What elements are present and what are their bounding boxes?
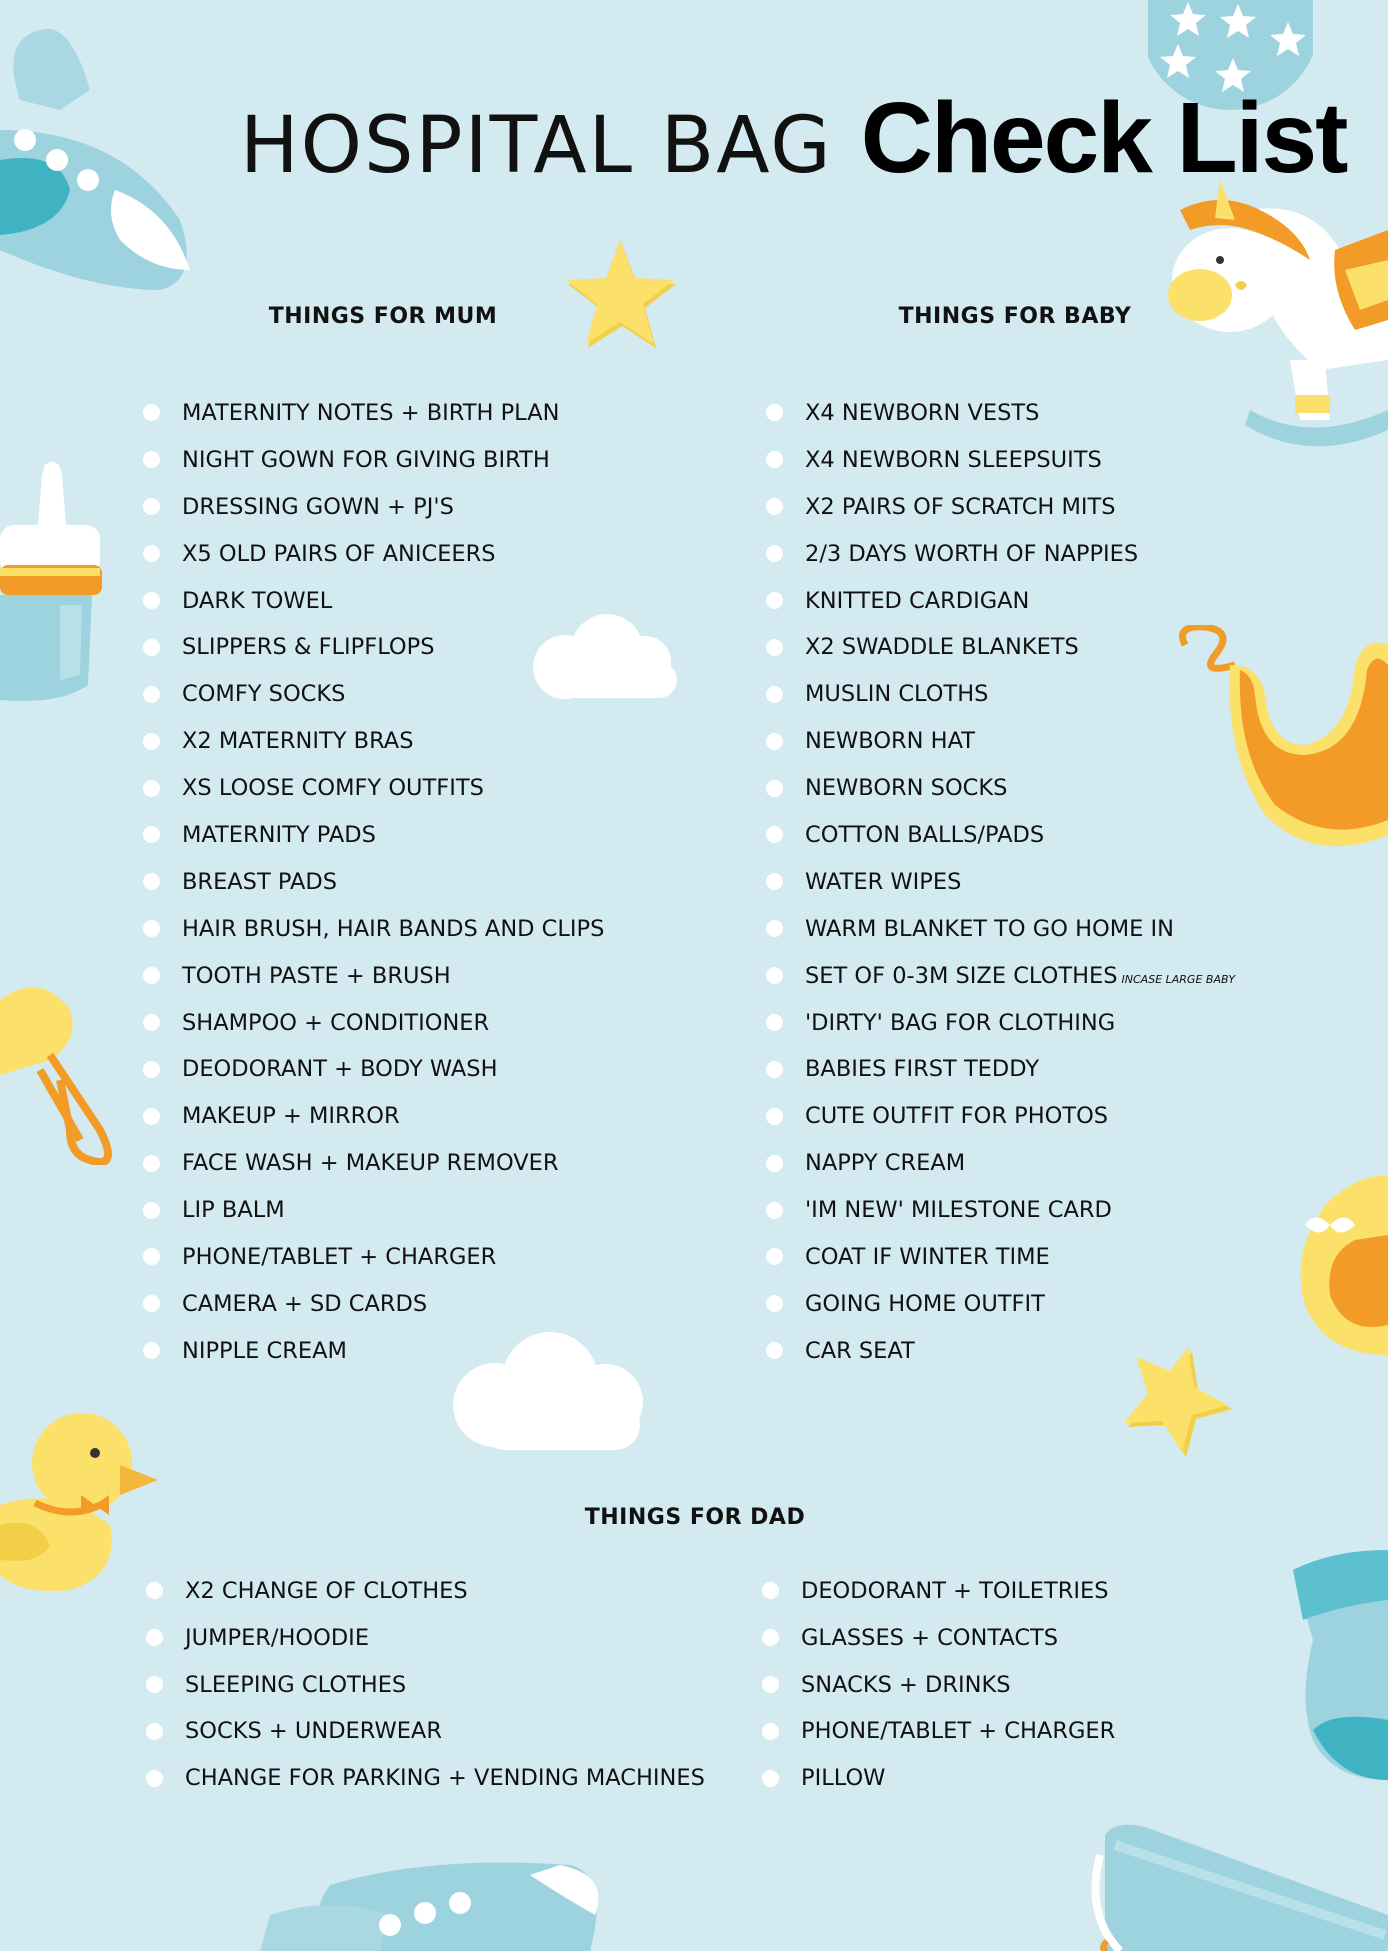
list-item xyxy=(143,484,604,531)
bullet-icon xyxy=(766,686,783,703)
list-item-label: 2/3 DAYS WORTH OF NAPPIES xyxy=(805,540,1139,567)
bullet-icon xyxy=(143,1108,160,1125)
bullet-icon xyxy=(766,780,783,797)
list-item-label: WARM BLANKET TO GO HOME IN xyxy=(805,915,1174,942)
bullet-icon xyxy=(146,1676,163,1693)
list-item xyxy=(766,1187,1235,1234)
bullet-icon xyxy=(766,1295,783,1312)
bullet-icon xyxy=(143,1014,160,1031)
list-item xyxy=(766,953,1235,1000)
bullet-icon xyxy=(766,1061,783,1078)
list-item-label: CHANGE FOR PARKING + VENDING MACHINES xyxy=(185,1765,705,1792)
list-item-label: 'DIRTY' BAG FOR CLOTHING xyxy=(805,1009,1116,1036)
list-item-label: NIGHT GOWN FOR GIVING BIRTH xyxy=(182,446,550,473)
list-item xyxy=(766,578,1235,625)
list-item xyxy=(143,390,604,437)
bullet-icon xyxy=(766,1108,783,1125)
list-item-label: SLEEPING CLOTHES xyxy=(185,1671,407,1698)
list-item-label: SNACKS + DRINKS xyxy=(801,1671,1011,1698)
list-item-label: MATERNITY NOTES + BIRTH PLAN xyxy=(182,400,560,426)
bullet-icon xyxy=(766,639,783,656)
list-item-label: JUMPER/HOODIE xyxy=(185,1624,370,1651)
bullet-icon xyxy=(766,545,783,562)
bullet-icon xyxy=(143,592,160,609)
list-item xyxy=(766,531,1235,578)
bullet-icon xyxy=(766,451,783,468)
list-item xyxy=(766,906,1235,953)
list-item-label: X2 CHANGE OF CLOTHES xyxy=(185,1578,468,1604)
list-item-label: X4 NEWBORN SLEEPSUITS xyxy=(805,446,1102,473)
list-item xyxy=(143,859,604,906)
list-item xyxy=(146,1568,705,1615)
list-item xyxy=(143,578,604,625)
title-part-hospital-bag: HOSPITAL BAG xyxy=(240,101,833,191)
title-part-check-list: Check List xyxy=(860,82,1347,194)
rubber-duck-icon xyxy=(0,1405,160,1595)
bullet-icon xyxy=(143,1295,160,1312)
list-item-label: DRESSING GOWN + PJ'S xyxy=(182,493,454,520)
list-item xyxy=(146,1755,705,1802)
list-item-label: 'IM NEW' MILESTONE CARD xyxy=(805,1197,1112,1224)
mum-checklist xyxy=(143,390,604,1375)
bullet-icon xyxy=(143,1248,160,1265)
list-item-label: MAKEUP + MIRROR xyxy=(182,1103,400,1130)
list-item xyxy=(143,1187,604,1234)
sock-icon xyxy=(1293,1550,1388,1780)
bullet-icon xyxy=(146,1629,163,1646)
list-item xyxy=(143,906,604,953)
list-item-label: COMFY SOCKS xyxy=(182,681,346,708)
list-item-label: NIPPLE CREAM xyxy=(182,1337,347,1364)
list-item xyxy=(766,1093,1235,1140)
list-item-label: CAMERA + SD CARDS xyxy=(182,1290,428,1317)
bullet-icon xyxy=(143,1342,160,1359)
bullet-icon xyxy=(143,451,160,468)
bullet-icon xyxy=(143,686,160,703)
bullet-icon xyxy=(766,873,783,890)
bullet-icon xyxy=(762,1629,779,1646)
list-item xyxy=(762,1662,1115,1709)
bullet-icon xyxy=(766,1202,783,1219)
bullet-icon xyxy=(762,1770,779,1787)
list-item xyxy=(766,765,1235,812)
list-item xyxy=(766,1140,1235,1187)
list-item xyxy=(762,1708,1115,1755)
list-item xyxy=(143,1281,604,1328)
list-item-label: PHONE/TABLET + CHARGER xyxy=(182,1244,497,1271)
list-item-label: WATER WIPES xyxy=(805,868,962,895)
bullet-icon xyxy=(766,920,783,937)
bullet-icon xyxy=(143,1155,160,1172)
bullet-icon xyxy=(762,1676,779,1693)
airplane-icon xyxy=(230,1855,610,1951)
dad-checklist-left xyxy=(146,1568,705,1802)
list-item-label: DEODORANT + TOILETRIES xyxy=(801,1578,1109,1604)
list-item xyxy=(146,1615,705,1662)
list-item xyxy=(766,1281,1235,1328)
baby-heading: THINGS FOR BABY xyxy=(898,304,1132,329)
list-item xyxy=(762,1615,1115,1662)
list-item xyxy=(143,531,604,578)
baby-bottle-icon xyxy=(0,455,110,705)
bullet-icon xyxy=(146,1770,163,1787)
list-item xyxy=(766,1234,1235,1281)
list-item-label: HAIR BRUSH, HAIR BANDS AND CLIPS xyxy=(182,915,605,942)
bullet-icon xyxy=(146,1723,163,1740)
airplane-icon xyxy=(0,20,200,290)
list-item-label: NEWBORN SOCKS xyxy=(805,775,1008,802)
bullet-icon xyxy=(143,826,160,843)
list-item-label: GLASSES + CONTACTS xyxy=(801,1624,1059,1651)
list-item-label: DEODORANT + BODY WASH xyxy=(182,1056,498,1083)
bullet-icon xyxy=(762,1582,779,1599)
list-item-label: KNITTED CARDIGAN xyxy=(805,587,1030,614)
list-item-label: SLIPPERS & FLIPFLOPS xyxy=(182,634,435,661)
bullet-icon xyxy=(143,967,160,984)
list-item-label: X2 PAIRS OF SCRATCH MITS xyxy=(805,493,1116,520)
list-item-label: MUSLIN CLOTHS xyxy=(805,681,989,708)
list-item-label: TOOTH PASTE + BRUSH xyxy=(182,962,451,989)
list-item xyxy=(143,1046,604,1093)
list-item-label: COTTON BALLS/PADS xyxy=(805,822,1045,849)
list-item-label: X2 MATERNITY BRAS xyxy=(182,728,414,755)
bullet-icon xyxy=(143,780,160,797)
bullet-icon xyxy=(143,639,160,656)
list-item xyxy=(143,953,604,1000)
bullet-icon xyxy=(143,404,160,421)
bullet-icon xyxy=(143,920,160,937)
list-item-label: SOCKS + UNDERWEAR xyxy=(185,1718,442,1745)
bullet-icon xyxy=(143,545,160,562)
bullet-icon xyxy=(766,592,783,609)
dad-heading: THINGS FOR DAD xyxy=(584,1505,806,1530)
bullet-icon xyxy=(143,1061,160,1078)
list-item-label: NEWBORN HAT xyxy=(805,728,975,755)
list-item xyxy=(766,1000,1235,1047)
dad-checklist-right xyxy=(762,1568,1115,1802)
bullet-icon xyxy=(766,498,783,515)
bullet-icon xyxy=(766,1342,783,1359)
list-item-label: MATERNITY PADS xyxy=(182,822,376,849)
list-item xyxy=(766,859,1235,906)
bullet-icon xyxy=(143,1202,160,1219)
list-item xyxy=(143,718,604,765)
list-item xyxy=(143,1093,604,1140)
list-item xyxy=(146,1708,705,1755)
list-item xyxy=(146,1662,705,1709)
list-item xyxy=(143,1000,604,1047)
baby-bath-icon xyxy=(1085,1815,1388,1951)
list-item-label: X4 NEWBORN VESTS xyxy=(805,400,1040,426)
list-item-label: DARK TOWEL xyxy=(182,587,333,614)
list-item-label: CUTE OUTFIT FOR PHOTOS xyxy=(805,1103,1109,1130)
baby-checklist xyxy=(766,390,1235,1375)
safety-pin-icon xyxy=(0,980,125,1165)
list-item-label: XS LOOSE COMFY OUTFITS xyxy=(182,775,484,802)
list-item-label: SET OF 0-3M SIZE CLOTHES xyxy=(805,962,1118,989)
list-item xyxy=(143,624,604,671)
list-item xyxy=(143,1140,604,1187)
list-item xyxy=(143,812,604,859)
list-item xyxy=(766,1046,1235,1093)
list-item xyxy=(143,1328,604,1375)
list-item xyxy=(766,1328,1235,1375)
list-item-label: BREAST PADS xyxy=(182,868,337,895)
list-item xyxy=(766,812,1235,859)
list-item xyxy=(143,765,604,812)
list-item-label: GOING HOME OUTFIT xyxy=(805,1290,1045,1317)
list-item-label: FACE WASH + MAKEUP REMOVER xyxy=(182,1150,559,1177)
list-item-label: X2 SWADDLE BLANKETS xyxy=(805,634,1079,661)
list-item-label: BABIES FIRST TEDDY xyxy=(805,1056,1040,1083)
page-title xyxy=(240,82,1347,194)
list-item xyxy=(762,1568,1115,1615)
list-item xyxy=(766,718,1235,765)
bullet-icon xyxy=(766,967,783,984)
bullet-icon xyxy=(766,404,783,421)
bullet-icon xyxy=(766,826,783,843)
list-item-label: PHONE/TABLET + CHARGER xyxy=(801,1718,1116,1745)
baby-shoe-icon xyxy=(1285,1175,1388,1355)
list-item-label: X5 OLD PAIRS OF ANICEERS xyxy=(182,540,496,567)
list-item xyxy=(762,1755,1115,1802)
bullet-icon xyxy=(766,733,783,750)
star-icon xyxy=(560,238,680,356)
list-item-label: CAR SEAT xyxy=(805,1337,915,1364)
bullet-icon xyxy=(143,498,160,515)
mum-heading: THINGS FOR MUM xyxy=(268,304,498,329)
list-item-label: COAT IF WINTER TIME xyxy=(805,1244,1050,1271)
list-item-label: SHAMPOO + CONDITIONER xyxy=(182,1009,490,1036)
list-item-label: PILLOW xyxy=(801,1765,886,1792)
list-item xyxy=(766,624,1235,671)
list-item-label: NAPPY CREAM xyxy=(805,1150,966,1177)
bullet-icon xyxy=(766,1155,783,1172)
list-item xyxy=(766,484,1235,531)
bullet-icon xyxy=(766,1248,783,1265)
bullet-icon xyxy=(143,733,160,750)
list-item xyxy=(143,437,604,484)
list-item-note: INCASE LARGE BABY xyxy=(1121,972,1236,986)
list-item xyxy=(766,671,1235,718)
bullet-icon xyxy=(766,1014,783,1031)
list-item xyxy=(143,1234,604,1281)
list-item xyxy=(143,671,604,718)
list-item xyxy=(766,437,1235,484)
list-item-label: LIP BALM xyxy=(182,1197,285,1224)
bullet-icon xyxy=(143,873,160,890)
list-item xyxy=(766,390,1235,437)
bullet-icon xyxy=(762,1723,779,1740)
bullet-icon xyxy=(146,1582,163,1599)
